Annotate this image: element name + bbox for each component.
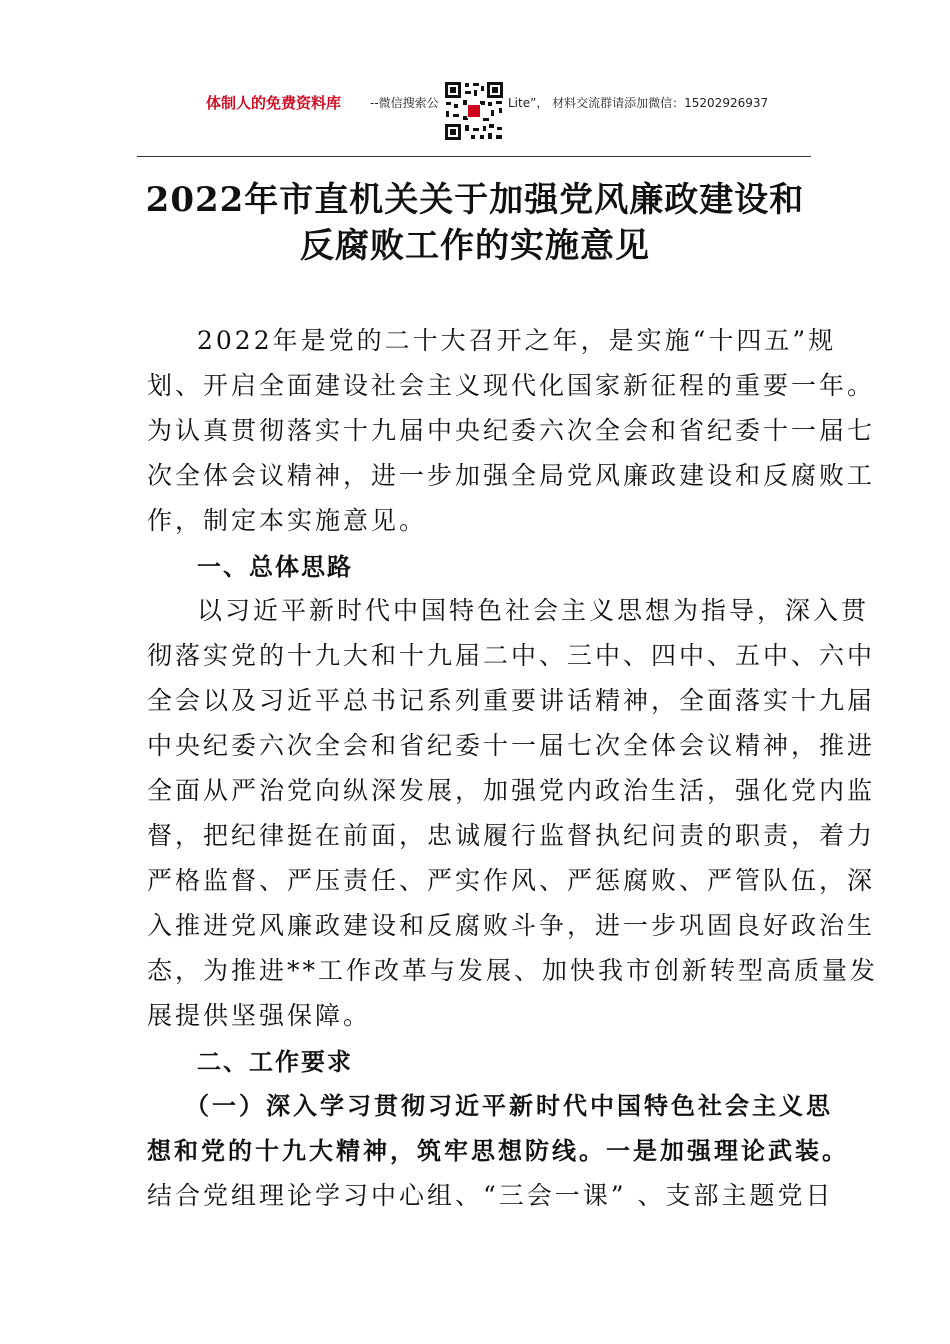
section1-line-1: 以习近平新时代中国特色社会主义思想为指导，深入贯 xyxy=(197,596,870,625)
section1-line-4: 中央纪委六次全会和省纪委十一届七次全体会议精神，推进 xyxy=(147,731,876,760)
intro-line-1: 2022年是党的二十大召开之年，是实施“十四五”规 xyxy=(197,326,837,355)
section1-line-8: 入推进党风廉政建设和反腐败斗争，进一步巩固良好政治生 xyxy=(147,911,876,940)
doc-title-line-2: 反腐败工作的实施意见 xyxy=(300,226,650,266)
intro-line-5: 作，制定本实施意见。 xyxy=(147,506,428,535)
section-heading-1: 一、总体思路 xyxy=(197,553,353,581)
section1-line-7: 严格监督、严压责任、严实作风、严惩腐败、严管队伍，深 xyxy=(147,866,876,895)
qr-code-icon xyxy=(443,80,505,142)
section-heading-2: 二、工作要求 xyxy=(197,1048,353,1076)
section1-line-10: 展提供坚强保障。 xyxy=(147,1001,372,1030)
section1-line-3: 全会以及习近平总书记系列重要讲话精神，全面落实十九届 xyxy=(147,686,876,715)
doc-title-line-1: 2022年市直机关关于加强党风廉政建设和 xyxy=(145,180,805,220)
brand-text: 体制人的免费资料库 xyxy=(206,94,342,112)
wechat-search-text: --微信搜索公 xyxy=(370,96,439,110)
body-line-last: 结合党组理论学习中心组、“三会一课” 、支部主题党日 xyxy=(147,1181,834,1210)
intro-line-3: 为认真贯彻落实十九届中央纪委六次全会和省纪委十一届七 xyxy=(147,416,876,445)
section1-line-9: 态，为推进**工作改革与发展、加快我市创新转型高质量发 xyxy=(147,956,879,985)
section1-line-6: 督，把纪律挺在前面，忠诚履行监督执纪问责的职责，着力 xyxy=(147,821,876,850)
page-header-watermark xyxy=(146,78,810,148)
section1-line-5: 全面从严治党向纵深发展，加强党内政治生活，强化党内监 xyxy=(147,776,876,805)
contact-text: Lite”， 材料交流群请添加微信：15202926937 xyxy=(508,96,769,110)
intro-line-4: 次全体会议精神，进一步加强全局党风廉政建设和反腐败工 xyxy=(147,461,876,490)
subsection1-line-2: 想和党的十九大精神，筑牢思想防线。一是加强理论武装。 xyxy=(147,1137,849,1165)
header-divider xyxy=(137,156,811,157)
section1-line-2: 彻落实党的十九大和十九届二中、三中、四中、五中、六中 xyxy=(147,641,876,670)
subsection1-line-1: （一）深入学习贯彻习近平新时代中国特色社会主义思 xyxy=(185,1092,833,1120)
intro-line-2: 划、开启全面建设社会主义现代化国家新征程的重要一年。 xyxy=(147,371,876,400)
